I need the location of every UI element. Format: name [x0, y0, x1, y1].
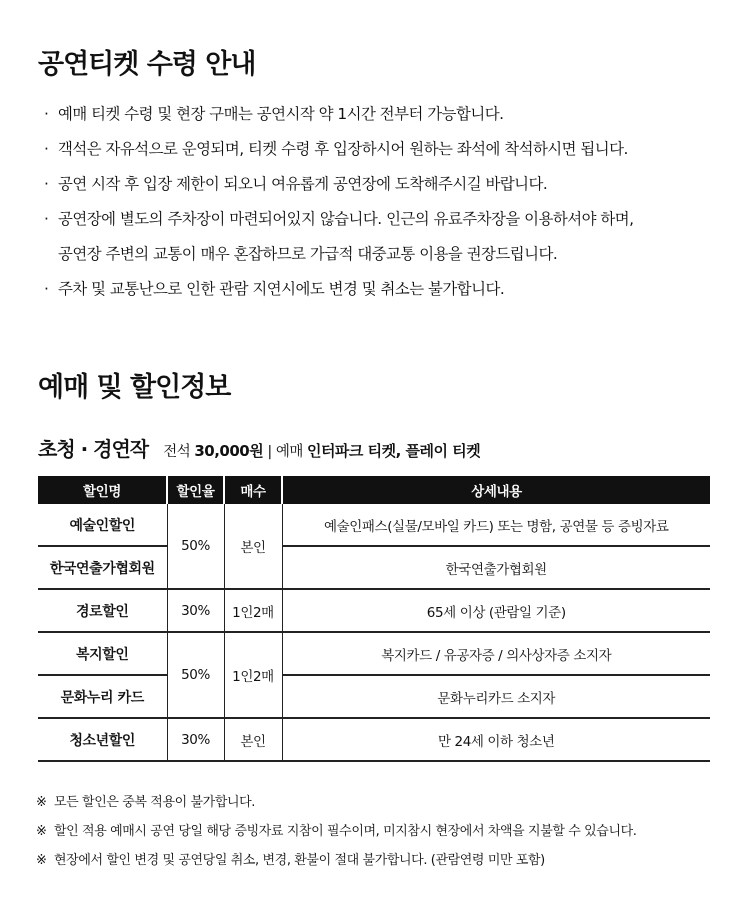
ticket-quantity: 1인2매	[224, 632, 282, 718]
ticket-quantity: 본인	[224, 504, 282, 589]
discount-detail: 한국연출가협회원	[282, 546, 710, 589]
table-row	[38, 589, 710, 632]
discount-name: 한국연출가협회원	[38, 546, 167, 589]
list-item-text: 공연 시작 후 입장 제한이 되오니 여유롭게 공연장에 도착해주시길 바랍니다.	[58, 175, 548, 193]
table-row	[38, 546, 710, 589]
discount-detail: 65세 이상 (관람일 기준)	[282, 589, 710, 632]
discount-name: 경로할인	[38, 589, 167, 632]
reference-mark: ※	[36, 853, 47, 868]
discount-name: 예술인할인	[38, 504, 167, 546]
note-text: 현장에서 할인 변경 및 공연당일 취소, 변경, 환불이 절대 불가합니다. (관람연령 미만 포함)	[54, 853, 545, 868]
discount-name: 청소년할인	[38, 718, 167, 761]
ticket-quantity: 본인	[224, 718, 282, 761]
list-item	[44, 279, 734, 299]
list-item-continuation: 공연장 주변의 교통이 매우 혼잡하므로 가급적 대중교통 이용을 권장드립니다.	[58, 245, 558, 263]
list-item	[44, 174, 734, 194]
bullet: ·	[44, 210, 49, 228]
booking-sites: 인터파크 티켓, 플레이 티켓	[306, 442, 481, 460]
seat-label: 전석	[163, 444, 191, 460]
column-header: 상세내용	[282, 476, 710, 504]
table-header-row	[38, 476, 710, 504]
bullet: ·	[44, 280, 49, 298]
ticket-guide-title: 공연티켓 수령 안내	[38, 49, 256, 80]
ticket-guide-list	[44, 104, 734, 314]
booking-label: 예매	[275, 444, 303, 460]
discount-rate: 50%	[167, 504, 224, 589]
list-item-text: 예매 티켓 수령 및 현장 구매는 공연시작 약 1시간 전부터 가능합니다.	[58, 105, 504, 123]
discount-table	[38, 476, 710, 762]
list-item-text: 공연장에 별도의 주차장이 마련되어있지 않습니다. 인근의 유료주차장을 이용하셔야 하며,	[58, 210, 634, 228]
price-value: 30,000원	[194, 442, 264, 460]
column-header: 매수	[224, 476, 282, 504]
note-item	[36, 794, 637, 812]
bullet: ·	[44, 175, 49, 193]
category-label: 초청 · 경연작	[38, 437, 149, 461]
separator: |	[267, 444, 272, 460]
reference-mark: ※	[36, 795, 47, 810]
reference-mark: ※	[36, 824, 47, 839]
note-text: 할인 적용 예매시 공연 당일 해당 증빙자료 지참이 필수이며, 미지참시 현장에서 차액을 지불할 수 있습니다.	[54, 824, 637, 839]
discount-rate: 50%	[167, 632, 224, 718]
list-item	[44, 209, 734, 264]
column-header: 할인율	[167, 476, 224, 504]
price-booking-line	[38, 433, 480, 462]
note-text: 모든 할인은 중복 적용이 불가합니다.	[54, 795, 256, 810]
list-item	[44, 104, 734, 124]
list-item-text: 객석은 자유석으로 운영되며, 티켓 수령 후 입장하시어 원하는 좌석에 착석하시면 됩니다.	[58, 140, 628, 158]
notes-list	[36, 794, 637, 881]
table-row	[38, 675, 710, 718]
discount-detail: 복지카드 / 유공자증 / 의사상자증 소지자	[282, 632, 710, 675]
bullet: ·	[44, 105, 49, 123]
discount-info-title: 예매 및 할인정보	[38, 372, 231, 403]
discount-rate: 30%	[167, 718, 224, 761]
discount-detail: 만 24세 이하 청소년	[282, 718, 710, 761]
bullet: ·	[44, 140, 49, 158]
table-row	[38, 718, 710, 761]
discount-detail: 예술인패스(실물/모바일 카드) 또는 명함, 공연물 등 증빙자료	[282, 504, 710, 546]
price-info	[163, 444, 480, 460]
column-header: 할인명	[38, 476, 167, 504]
discount-name: 문화누리 카드	[38, 675, 167, 718]
discount-detail: 문화누리카드 소지자	[282, 675, 710, 718]
list-item	[44, 139, 734, 159]
note-item	[36, 852, 637, 870]
list-item-text: 주차 및 교통난으로 인한 관람 지연시에도 변경 및 취소는 불가합니다.	[58, 280, 505, 298]
note-item	[36, 823, 637, 841]
table-row	[38, 504, 710, 546]
discount-rate: 30%	[167, 589, 224, 632]
discount-name: 복지할인	[38, 632, 167, 675]
table-row	[38, 632, 710, 675]
ticket-quantity: 1인2매	[224, 589, 282, 632]
